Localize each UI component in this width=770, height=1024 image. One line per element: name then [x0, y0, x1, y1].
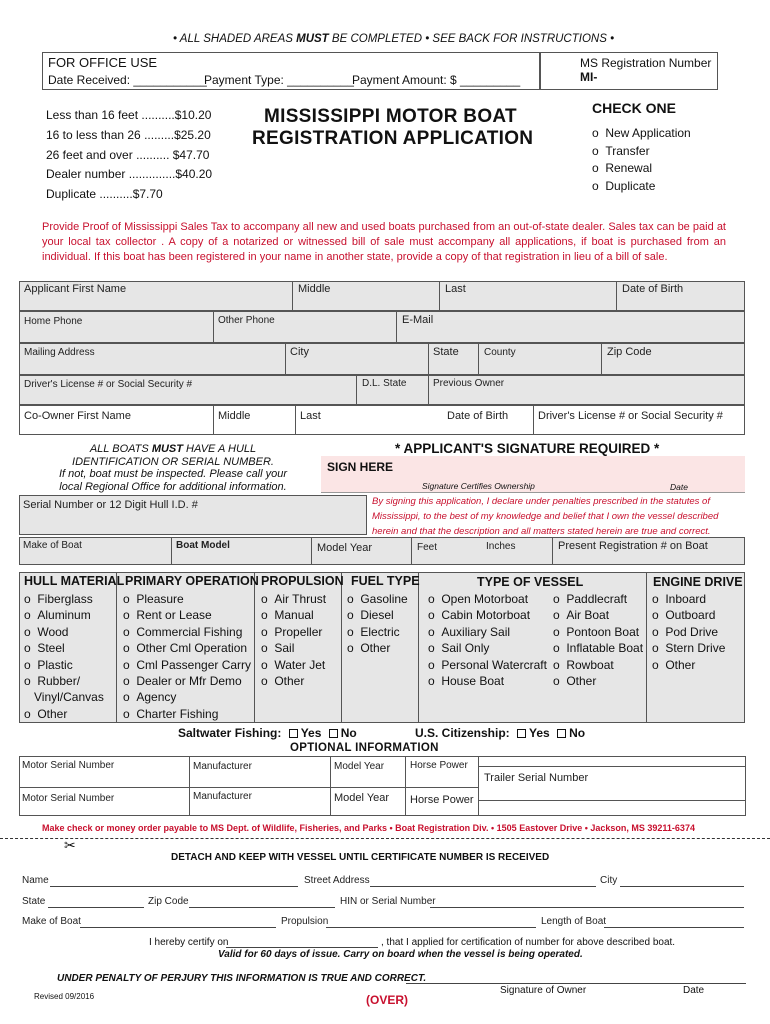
fuel-type-title: FUEL TYPE	[351, 574, 420, 588]
mailing-address-label: Mailing Address	[24, 347, 95, 358]
state-label: State	[433, 346, 459, 358]
citizenship-row: U.S. Citizenship: Yes No	[415, 726, 586, 740]
air-boat-option[interactable]: o Air Boat	[553, 608, 610, 623]
house-boat-option[interactable]: o House Boat	[428, 674, 505, 689]
proof-notice: Provide Proof of Mississippi Sales Tax to accompany all new and used boats purchased from an out-of-state dealer. Sales tax can be paid at your local tax collector . A copy of a notarized or witnessed bill of sale must accompany all applications, if boat is purchased from an individual. If this boat has been registered in your name in another state, provide a copy of that registration in lieu of a bill of sale.	[42, 221, 726, 263]
trailer-serial-label: Trailer Serial Number	[484, 772, 589, 784]
type-of-vessel-col2	[553, 591, 643, 689]
sail-only-option[interactable]: o Sail Only	[428, 641, 490, 656]
applicant-middle-label: Middle	[298, 283, 331, 295]
propulsion-title: PROPULSION	[261, 574, 344, 588]
transfer-option[interactable]: o Transfer	[592, 143, 650, 158]
home-phone-label: Home Phone	[24, 316, 83, 327]
commercial-fishing-option[interactable]: o Commercial Fishing	[123, 624, 243, 639]
previous-owner-label: Previous Owner	[433, 378, 505, 389]
payment-amount-field[interactable]: Payment Amount: $ _________	[352, 73, 521, 87]
detach-street-label: Street Address	[304, 875, 370, 886]
date-received-field[interactable]: Date Received: ___________	[48, 73, 207, 87]
new-application-option[interactable]: o New Application	[592, 126, 691, 140]
propeller-option[interactable]: o Propeller	[261, 624, 323, 639]
dl-state-label: D.L. State	[362, 378, 407, 389]
manual-option[interactable]: o Manual	[261, 608, 314, 623]
signature-of-owner-label: Signature of Owner	[500, 985, 587, 996]
detach-street-line[interactable]	[370, 886, 596, 887]
aluminum-option[interactable]: o Aluminum	[24, 608, 91, 623]
optional-information-title: OPTIONAL INFORMATION	[290, 742, 439, 754]
dealer-mfr-demo-option[interactable]: o Dealer or Mfr Demo	[123, 674, 242, 689]
detach-title: DETACH AND KEEP WITH VESSEL UNTIL CERTIFICATE NUMBER IS RECEIVED	[171, 852, 550, 863]
detach-state-line[interactable]	[48, 907, 144, 908]
detach-hin-label: HIN or Serial Number	[340, 896, 436, 907]
form-title-line2: REGISTRATION APPLICATION	[252, 128, 534, 149]
rubber-option[interactable]: o Rubber/	[24, 674, 81, 689]
motor-serial-label-2: Motor Serial Number	[22, 793, 115, 804]
applicant-first-name-label: Applicant First Name	[24, 283, 127, 295]
boat-model-label: Boat Model	[176, 540, 230, 551]
payment-address-line: Make check or money order payable to MS Dept. of Wildlife, Fisheries, and Parks • Boat Registration Div. • 1505 Eastover Drive • Jackson, MS 39211-6374	[42, 823, 695, 833]
manufacturer-label-2: Manufacturer	[193, 791, 252, 802]
over-label: (OVER)	[366, 993, 408, 1007]
steel-option[interactable]: o Steel	[24, 641, 65, 656]
wood-option[interactable]: o Wood	[24, 624, 69, 639]
fee-item: 26 feet and over .......... $47.70	[46, 147, 210, 162]
saltwater-fishing-row: Saltwater Fishing: Yes No	[178, 726, 357, 740]
hull-material-options	[24, 591, 104, 722]
horse-power-label-2: Horse Power	[410, 794, 474, 806]
personal-watercraft-option[interactable]: o Personal Watercraft	[428, 657, 547, 672]
inflatable-boat-option[interactable]: o Inflatable Boat	[553, 641, 644, 656]
type-of-vessel-title: TYPE OF VESSEL	[477, 575, 584, 589]
signature-date-label: Date	[670, 482, 688, 492]
detach-name-line[interactable]	[50, 886, 298, 887]
fee-item: Duplicate ..........$7.70	[46, 187, 163, 202]
hull-other-option[interactable]: o Other	[24, 706, 68, 721]
cut-line	[0, 838, 770, 839]
fee-item: 16 to less than 26 .........$25.20	[46, 127, 211, 142]
renewal-option[interactable]: o Renewal	[592, 161, 653, 175]
saltwater-yes-checkbox[interactable]	[289, 729, 298, 738]
applicant-row-2[interactable]	[19, 311, 745, 343]
coowner-middle-label: Middle	[218, 410, 251, 422]
saltwater-no-checkbox[interactable]	[329, 729, 338, 738]
other-phone-label: Other Phone	[218, 315, 275, 326]
detach-name-label: Name	[22, 875, 49, 886]
detach-make-line[interactable]	[80, 927, 276, 928]
certify-date-line[interactable]	[226, 947, 378, 948]
make-of-boat-label: Make of Boat	[23, 540, 82, 551]
outboard-option[interactable]: o Outboard	[652, 608, 716, 623]
shaded-areas-banner: • ALL SHADED AREAS MUST BE COMPLETED • SEE BACK FOR INSTRUCTIONS •	[173, 33, 615, 45]
present-registration-label: Present Registration # on Boat	[558, 540, 708, 552]
signature-certifies-label: Signature Certifies Ownership	[422, 481, 535, 491]
owner-signature-line[interactable]	[406, 983, 746, 984]
duplicate-option[interactable]: o Duplicate	[592, 178, 656, 193]
detach-date-label: Date	[683, 985, 705, 996]
check-one-options	[592, 125, 691, 195]
scissors-icon: ✂	[64, 837, 76, 853]
model-year-label: Model Year	[317, 542, 373, 554]
coowner-last-label: Last	[300, 410, 321, 422]
revised-date: Revised 09/2016	[34, 992, 95, 1001]
propulsion-other-option[interactable]: o Other	[261, 674, 305, 689]
detach-propulsion-label: Propulsion	[281, 916, 329, 927]
perjury-statement: UNDER PENALTY OF PERJURY THIS INFORMATION IS TRUE AND CORRECT.	[57, 973, 427, 984]
detach-length-line[interactable]	[604, 927, 744, 928]
email-label: E-Mail	[402, 314, 434, 326]
cabin-motorboat-option[interactable]: o Cabin Motorboat	[428, 608, 531, 623]
engine-drive-options	[652, 591, 725, 673]
pod-drive-option[interactable]: o Pod Drive	[652, 624, 719, 639]
check-one-title: CHECK ONE	[592, 100, 677, 116]
other-cml-operation-option[interactable]: o Other Cml Operation	[123, 641, 248, 656]
open-motorboat-option[interactable]: o Open Motorboat	[428, 592, 529, 606]
detach-hin-line[interactable]	[430, 907, 744, 908]
pleasure-option[interactable]: o Pleasure	[123, 592, 184, 606]
city-label: City	[290, 346, 309, 358]
gasoline-option[interactable]: o Gasoline	[347, 592, 408, 606]
rubber-option-cont: Vinyl/Canvas	[34, 690, 104, 705]
detach-city-label: City	[600, 875, 618, 886]
motor-serial-label-1: Motor Serial Number	[22, 760, 115, 771]
detach-city-line[interactable]	[620, 886, 744, 887]
declaration-text: By signing this application, I declare under penalties prescribed in the statutes of Mississippi, to the best of my knowledge and belief that I own the vessel described herein and that the description and all matters stated herein are true and correct.	[372, 496, 719, 537]
detach-zip-line[interactable]	[189, 907, 335, 908]
primary-operation-options	[123, 591, 251, 722]
sign-here-label: SIGN HERE	[327, 460, 394, 474]
air-thrust-option[interactable]: o Air Thrust	[261, 592, 327, 606]
diesel-option[interactable]: o Diesel	[347, 608, 394, 623]
plastic-option[interactable]: o Plastic	[24, 657, 73, 672]
form-title-line1: MISSISSIPPI MOTOR BOAT	[264, 106, 517, 127]
feet-label: Feet	[417, 542, 438, 553]
coowner-dob-label: Date of Birth	[447, 410, 509, 422]
engine-other-option[interactable]: o Other	[652, 657, 696, 672]
detach-propulsion-line[interactable]	[326, 927, 536, 928]
model-year-label-2: Model Year	[334, 792, 390, 804]
applicant-dob-label: Date of Birth	[622, 283, 684, 295]
type-of-vessel-col1	[428, 591, 547, 689]
valid-notice: Valid for 60 days of issue. Carry on board when the vessel is being operated.	[218, 949, 583, 960]
detach-state-label: State	[22, 896, 46, 907]
engine-drive-title: ENGINE DRIVE	[653, 575, 743, 589]
ms-registration-prefix: MI-	[580, 70, 598, 84]
certify-prefix: I hereby certify on	[149, 937, 229, 948]
primary-operation-title: PRIMARY OPERATION	[125, 574, 259, 588]
cml-passenger-carry-option[interactable]: o Cml Passenger Carry	[123, 657, 252, 672]
office-use-title: FOR OFFICE USE	[48, 55, 158, 70]
coowner-dl-label: Driver's License # or Social Security #	[538, 410, 723, 422]
ms-registration-label: MS Registration Number	[580, 56, 712, 70]
county-label: County	[484, 347, 516, 358]
fee-list	[46, 106, 212, 205]
agency-option[interactable]: o Agency	[123, 690, 177, 705]
fiberglass-option[interactable]: o Fiberglass	[24, 592, 93, 606]
detach-make-label: Make of Boat	[22, 916, 81, 927]
detach-length-label: Length of Boat	[541, 916, 607, 927]
payment-type-field[interactable]: Payment Type: __________	[204, 73, 354, 87]
hull-material-title: HULL MATERIAL	[24, 574, 125, 588]
manufacturer-label-1: Manufacturer	[193, 761, 252, 772]
serial-number-label: Serial Number or 12 Digit Hull I.D. #	[23, 499, 198, 511]
citizenship-yes-checkbox[interactable]	[517, 729, 526, 738]
zip-code-label: Zip Code	[607, 346, 652, 358]
detach-zip-label: Zip Code	[148, 896, 189, 907]
vessel-other-option[interactable]: o Other	[553, 674, 597, 689]
inches-label: Inches	[486, 541, 516, 552]
drivers-license-label: Driver's License # or Social Security #	[24, 379, 193, 390]
auxiliary-sail-option[interactable]: o Auxiliary Sail	[428, 624, 511, 639]
coowner-first-name-label: Co-Owner First Name	[24, 410, 131, 422]
hull-notice: ALL BOATS MUST HAVE A HULL IDENTIFICATION OR SERIAL NUMBER. If not, boat must be inspected. Please call your local Regional Office for additional information.	[58, 443, 288, 493]
charter-fishing-option[interactable]: o Charter Fishing	[123, 706, 219, 721]
citizenship-no-checkbox[interactable]	[557, 729, 566, 738]
propulsion-options	[261, 591, 326, 689]
electric-option[interactable]: o Electric	[347, 624, 400, 639]
horse-power-label-1: Horse Power	[410, 760, 468, 771]
signature-required-title: * APPLICANT'S SIGNATURE REQUIRED *	[395, 441, 660, 456]
fuel-type-options	[347, 591, 408, 657]
fee-item: Less than 16 feet ..........$10.20	[46, 108, 212, 122]
fee-item: Dealer number ..............$40.20	[46, 167, 213, 182]
paddlecraft-option[interactable]: o Paddlecraft	[553, 592, 628, 606]
fuel-other-option[interactable]: o Other	[347, 641, 391, 656]
pontoon-boat-option[interactable]: o Pontoon Boat	[553, 624, 640, 639]
inboard-option[interactable]: o Inboard	[652, 592, 707, 606]
certify-suffix: , that I applied for certification of number for above described boat.	[381, 937, 676, 948]
rowboat-option[interactable]: o Rowboat	[553, 657, 614, 672]
rent-or-lease-option[interactable]: o Rent or Lease	[123, 608, 212, 623]
applicant-last-label: Last	[445, 283, 466, 295]
water-jet-option[interactable]: o Water Jet	[261, 657, 326, 672]
model-year-label-1: Model Year	[334, 761, 385, 772]
stern-drive-option[interactable]: o Stern Drive	[652, 641, 726, 656]
sail-propulsion-option[interactable]: o Sail	[261, 641, 295, 656]
